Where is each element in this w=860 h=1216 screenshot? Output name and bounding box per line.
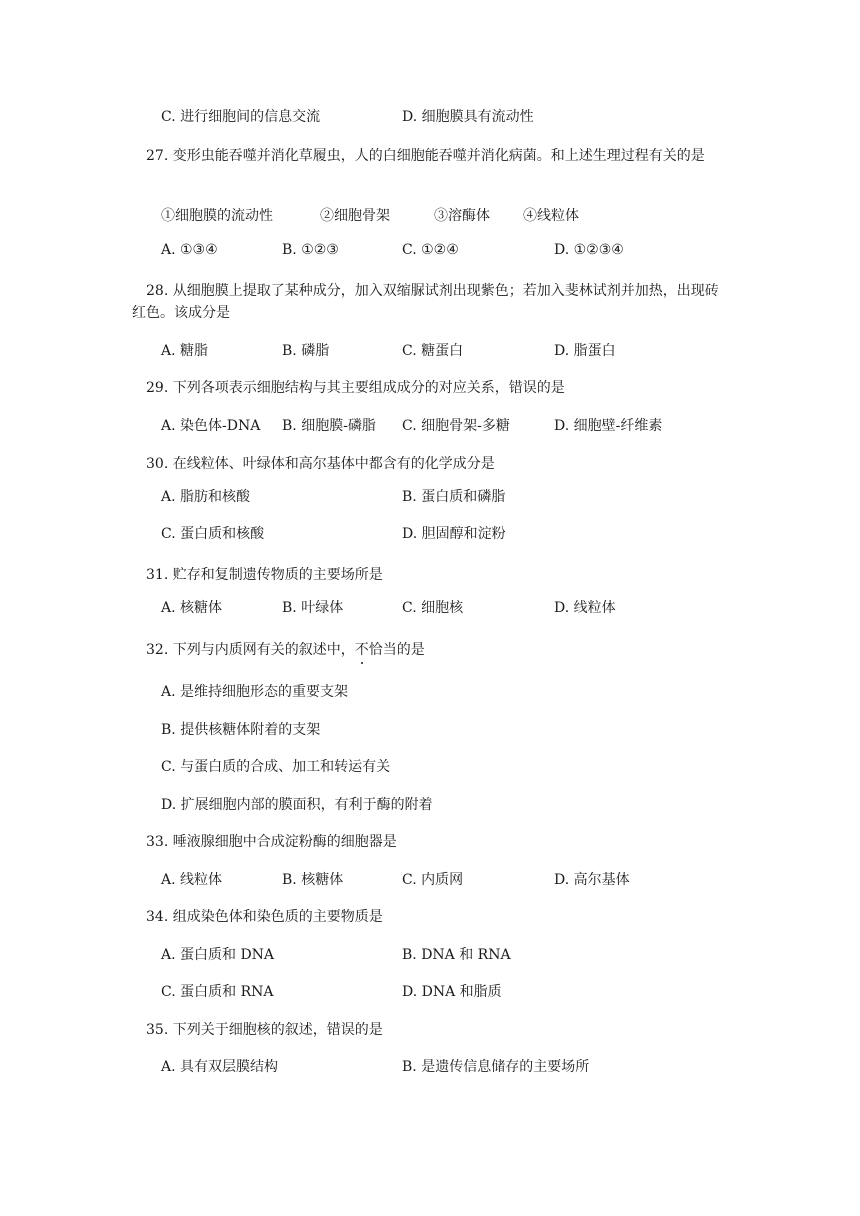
q31-option-b: B. 叶绿体 <box>282 600 344 616</box>
q32-option-d: D. 扩展细胞内部的膜面积，有利于酶的附着 <box>161 797 433 813</box>
q29-option-b: B. 细胞膜-磷脂 <box>282 418 376 434</box>
q29-option-c: C. 细胞骨架-多糖 <box>402 418 510 434</box>
q32-option-c: C. 与蛋白质的合成、加工和转运有关 <box>161 759 391 775</box>
q27-option-c: C. ①②④ <box>402 242 459 258</box>
q31-option-d: D. 线粒体 <box>554 600 616 616</box>
q33-option-a: A. 线粒体 <box>161 872 223 888</box>
q34-option-b: B. DNA 和 RNA <box>402 947 511 963</box>
q27-item-3: ③溶酶体 <box>434 208 490 224</box>
q31-option-a: A. 核糖体 <box>161 600 223 616</box>
q27-option-d: D. ①②③④ <box>554 242 624 258</box>
q34-option-a: A. 蛋白质和 DNA <box>161 947 275 963</box>
q28-option-b: B. 磷脂 <box>282 343 330 359</box>
q35-option-a: A. 具有双层膜结构 <box>161 1059 279 1075</box>
q32-option-b: B. 提供核糖体附着的支架 <box>161 722 321 738</box>
q30-option-b: B. 蛋白质和磷脂 <box>402 489 506 505</box>
q33-option-c: C. 内质网 <box>402 872 464 888</box>
q29-stem: 29. 下列各项表示细胞结构与其主要组成成分的对应关系，错误的是 <box>146 380 565 396</box>
q34-option-c: C. 蛋白质和 RNA <box>161 984 274 1000</box>
q35-stem: 35. 下列关于细胞核的叙述，错误的是 <box>146 1022 383 1038</box>
q32-stem-before: 32. 下列与内质网有关的叙述中， <box>146 642 355 658</box>
q29-option-d: D. 细胞壁-纤维素 <box>554 418 663 434</box>
q27-item-1: ①细胞膜的流动性 <box>161 208 273 224</box>
q27-option-a: A. ①③④ <box>161 242 218 258</box>
q28-option-a: A. 糖脂 <box>161 343 209 359</box>
q32-stem <box>146 640 425 660</box>
q30-option-a: A. 脂肪和核酸 <box>161 489 251 505</box>
q34-option-d: D. DNA 和脂质 <box>402 984 502 1000</box>
q28-stem: 28. 从细胞膜上提取了某种成分，加入双缩脲试剂出现紫色；若加入斐林试剂并加热，出现砖红色。该成分是 <box>132 283 719 321</box>
q28-option-d: D. 脂蛋白 <box>554 343 616 359</box>
q30-option-d: D. 胆固醇和淀粉 <box>402 526 506 542</box>
q27-item-2: ②细胞骨架 <box>320 208 390 224</box>
q28-option-c: C. 糖蛋白 <box>402 343 464 359</box>
q30-option-c: C. 蛋白质和核酸 <box>161 526 265 542</box>
q31-option-c: C. 细胞核 <box>402 600 464 616</box>
q30-stem: 30. 在线粒体、叶绿体和高尔基体中都含有的化学成分是 <box>146 456 495 472</box>
q34-stem: 34. 组成染色体和染色质的主要物质是 <box>146 909 383 925</box>
q33-stem: 33. 唾液腺细胞中合成淀粉酶的细胞器是 <box>146 834 397 850</box>
q33-option-b: B. 核糖体 <box>282 872 344 888</box>
q26-option-c: C. 进行细胞间的信息交流 <box>161 109 321 125</box>
q27-item-4: ④线粒体 <box>523 208 579 224</box>
q26-option-d: D. 细胞膜具有流动性 <box>402 109 534 125</box>
q32-stem-after: 恰当的是 <box>368 642 425 658</box>
q29-option-a: A. 染色体-DNA <box>161 418 261 434</box>
q32-option-a: A. 是维持细胞形态的重要支架 <box>161 684 349 700</box>
q32-stem-emphasis: 不 <box>354 642 369 658</box>
q31-stem: 31. 贮存和复制遗传物质的主要场所是 <box>146 567 383 583</box>
q27-stem: 27. 变形虫能吞噬并消化草履虫，人的白细胞能吞噬并消化病菌。和上述生理过程有关的是 <box>146 148 705 164</box>
q27-option-b: B. ①②③ <box>282 242 339 258</box>
q35-option-b: B. 是遗传信息储存的主要场所 <box>402 1059 590 1075</box>
q33-option-d: D. 高尔基体 <box>554 872 630 888</box>
